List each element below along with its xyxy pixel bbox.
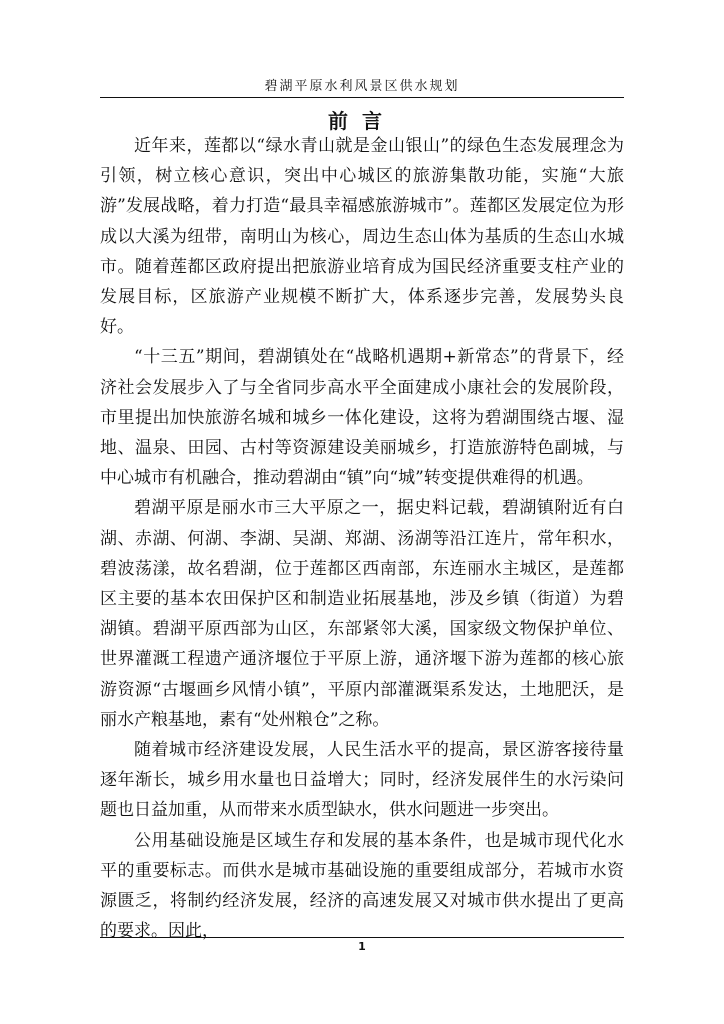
document-body: [100, 131, 624, 946]
paragraph-5: 公用基础设施是区域生存和发展的基本条件，也是城市现代化水平的重要标志。而供水是城市基础设施的重要组成部分，若城市水资源匮乏，将制约经济发展，经济的高速发展又对城市供水提出了更高的要求。因此，: [100, 830, 624, 942]
footer-divider: [100, 937, 624, 938]
page-number: 1: [358, 940, 366, 953]
running-header-title: 碧湖平原水利风景区供水规划: [264, 79, 460, 94]
section-heading: 前言: [328, 109, 396, 133]
header-divider: [100, 97, 624, 98]
paragraph-1: 近年来，莲都以“绿水青山就是金山银山”的绿色生态发展理念为引领，树立核心意识，突出中心城区的旅游集散功能，实施“大旅游”发展战略，着力打造“最具幸福感旅游城市”。莲都区发展定位为形成以大溪为纽带，南明山为核心，周边生态山体为基质的生态山水城市。随着莲都区政府提出把旅游业培育成为国民经济重要支柱产业的发展目标，区旅游产业规模不断扩大，体系逐步完善，发展势头良好。: [100, 136, 624, 338]
paragraph-4: 随着城市经济建设发展，人民生活水平的提高，景区游客接待量逐年渐长，城乡用水量也日益增大；同时，经济发展伴生的水污染问题也日益加重，从而带来水质型缺水，供水问题进一步突出。: [100, 740, 624, 821]
paragraph-2: “十三五”期间，碧湖镇处在“战略机遇期+新常态”的背景下，经济社会发展步入了与全省同步高水平全面建成小康社会的发展阶段，市里提出加快旅游名城和城乡一体化建设，这将为碧湖围绕古堰、湿地、温泉、田园、古村等资源建设美丽城乡，打造旅游特色副城，与中心城市有机融合，推动碧湖由“镇”向“城”转变提供难得的机遇。: [100, 347, 624, 489]
paragraph-3: 碧湖平原是丽水市三大平原之一，据史料记载，碧湖镇附近有白湖、赤湖、何湖、李湖、吴湖、郑湖、汤湖等沿江连片，常年积水，碧波荡漾，故名碧湖，位于莲都区西南部，东连丽水主城区，是莲都区主要的基本农田保护区和制造业拓展基地，涉及乡镇（街道）为碧湖镇。碧湖平原西部为山区，东部紧邻大溪，国家级文物保护单位、世界灌溉工程遗产通济堰位于平原上游，通济堰下游为莲都的核心旅游资源“古堰画乡风情小镇”，平原内部灌溉渠系发达，土地肥沃，是丽水产粮基地，素有“处州粮仓”之称。: [100, 498, 624, 730]
